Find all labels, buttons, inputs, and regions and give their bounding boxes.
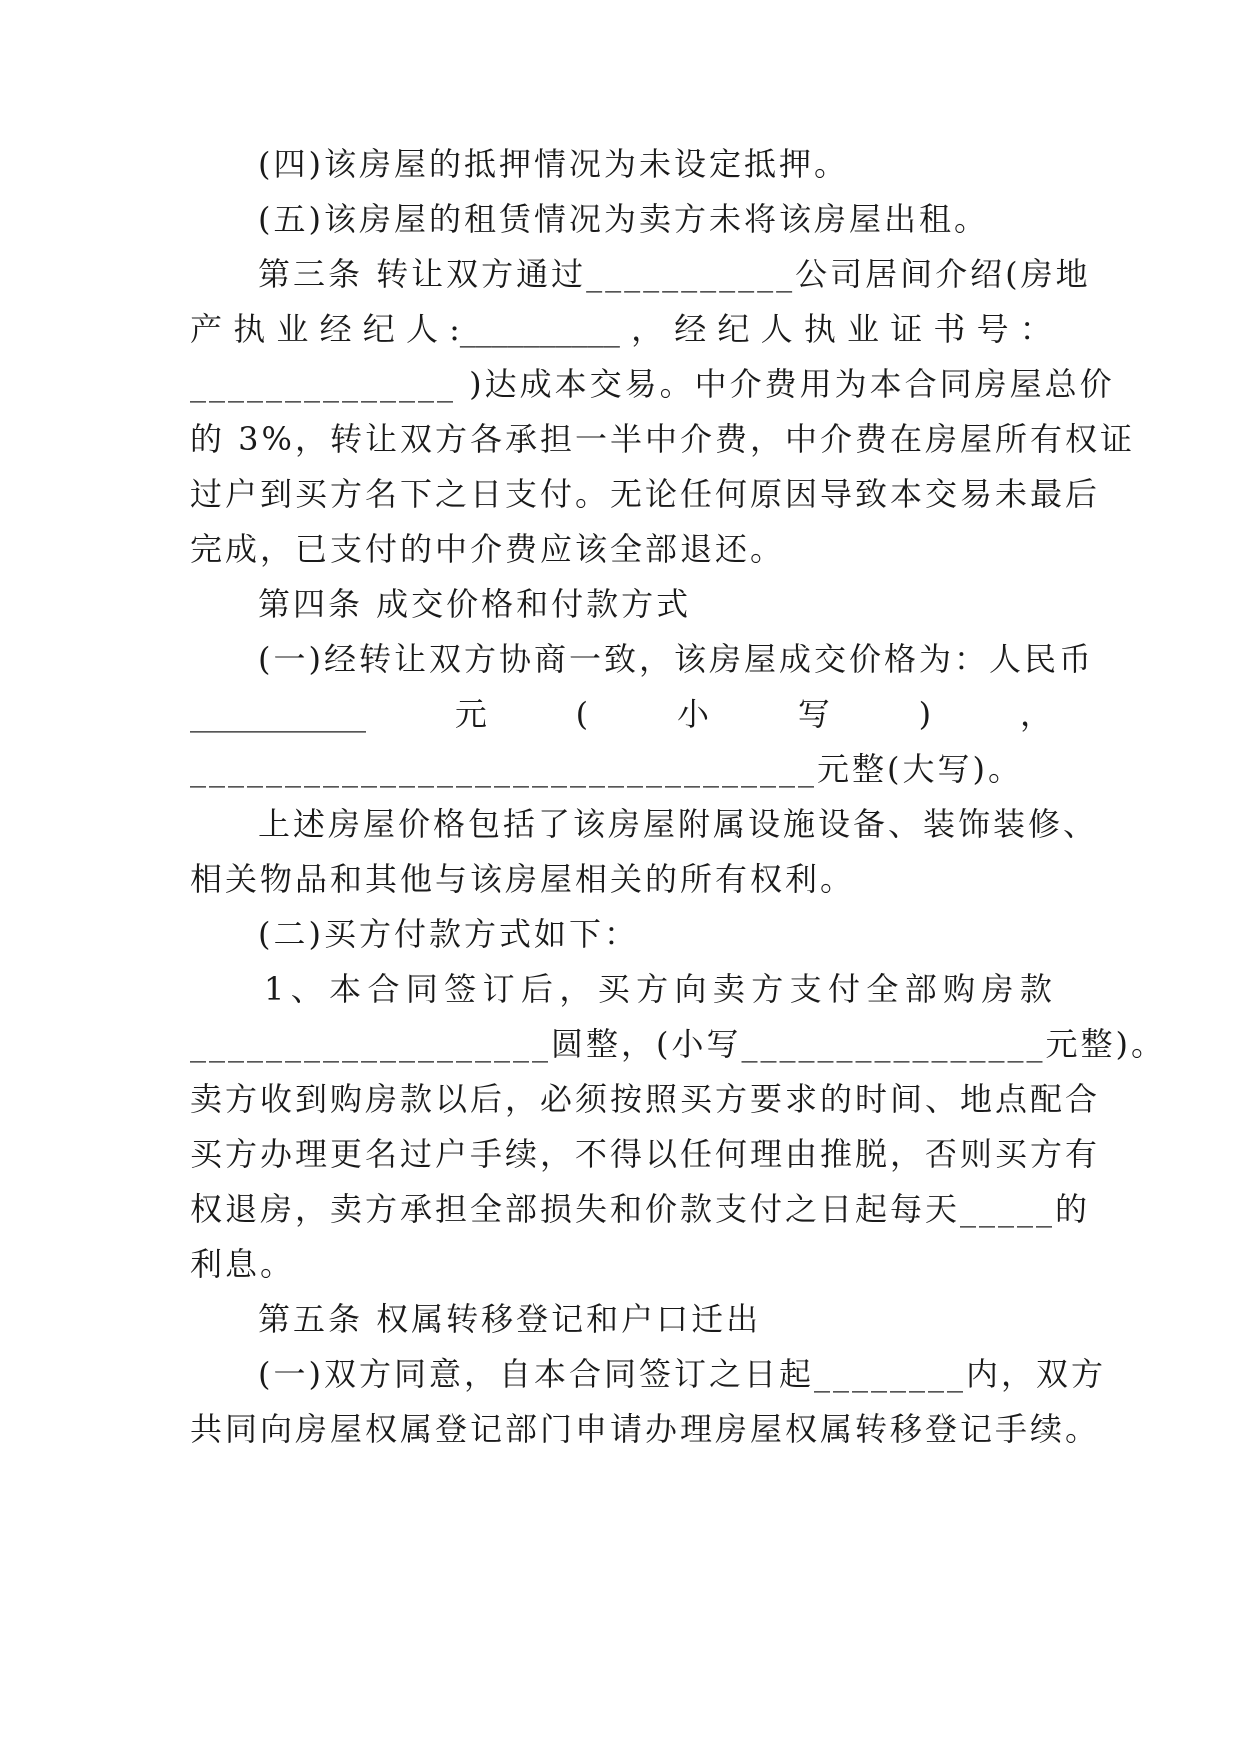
article-five-heading: 第五条 权属转移登记和户口迁出 [258,1300,762,1338]
clause-text-line: 权退房，卖方承担全部损失和价款支付之日起每天_____的 [190,1190,1091,1228]
clause-text-line: (四)该房屋的抵押情况为未设定抵押。 [258,145,849,183]
clause-text-line: 完成，已支付的中介费应该全部退还。 [190,530,786,568]
clause-text-line: _________________________________元整(大写)。 [190,750,1023,788]
clause-text-line: ___________________圆整，(小写________________元整)。 [190,1025,1166,1063]
clause-text-line: 利息。 [190,1245,296,1283]
clause-text-line: ______________ )达成本交易。中介费用为本合同房屋总价 [190,365,1115,403]
article-four-heading: 第四条 成交价格和付款方式 [258,585,692,623]
clause-text-line-justified: ___________ 元 ( 小 写 ) ， [190,695,1052,733]
clause-text-line: 买方办理更名过户手续，不得以任何理由推脱，否则买方有 [190,1135,1101,1173]
clause-text-line: (一)经转让双方协商一致，该房屋成交价格为：人民币 [258,640,1094,678]
clause-text-line-justified: 产 执 业 经 纪 人 :__________ ， 经 纪 人 执 业 证 书 号 ： [190,310,1052,348]
clause-text-line: 上述房屋价格包括了该房屋附属设施设备、装饰装修、 [258,805,1099,843]
clause-text-line: 的 3%，转让双方各承担一半中介费，中介费在房屋所有权证 [190,420,1135,458]
clause-text-line-justified: 1 、 本 合 同 签 订 后 ， 买 方 向 卖 方 支 付 全 部 购 房 款 [264,970,1052,1008]
clause-text-line: (五)该房屋的租赁情况为卖方未将该房屋出租。 [258,200,989,238]
clause-text-line: (二)买方付款方式如下： [258,915,639,953]
clause-text-line: 共同向房屋权属登记部门申请办理房屋权属转移登记手续。 [190,1410,1101,1448]
clause-text-line: 相关物品和其他与该房屋相关的所有权利。 [190,860,856,898]
article-three-heading-line: 第三条 转让双方通过___________公司居间介绍(房地 [258,255,1091,293]
clause-text-line: (一)双方同意，自本合同签订之日起________内，双方 [258,1355,1106,1393]
clause-text-line: 过户到买方名下之日支付。无论任何原因导致本交易未最后 [190,475,1101,513]
clause-text-line: 卖方收到购房款以后，必须按照买方要求的时间、地点配合 [190,1080,1101,1118]
